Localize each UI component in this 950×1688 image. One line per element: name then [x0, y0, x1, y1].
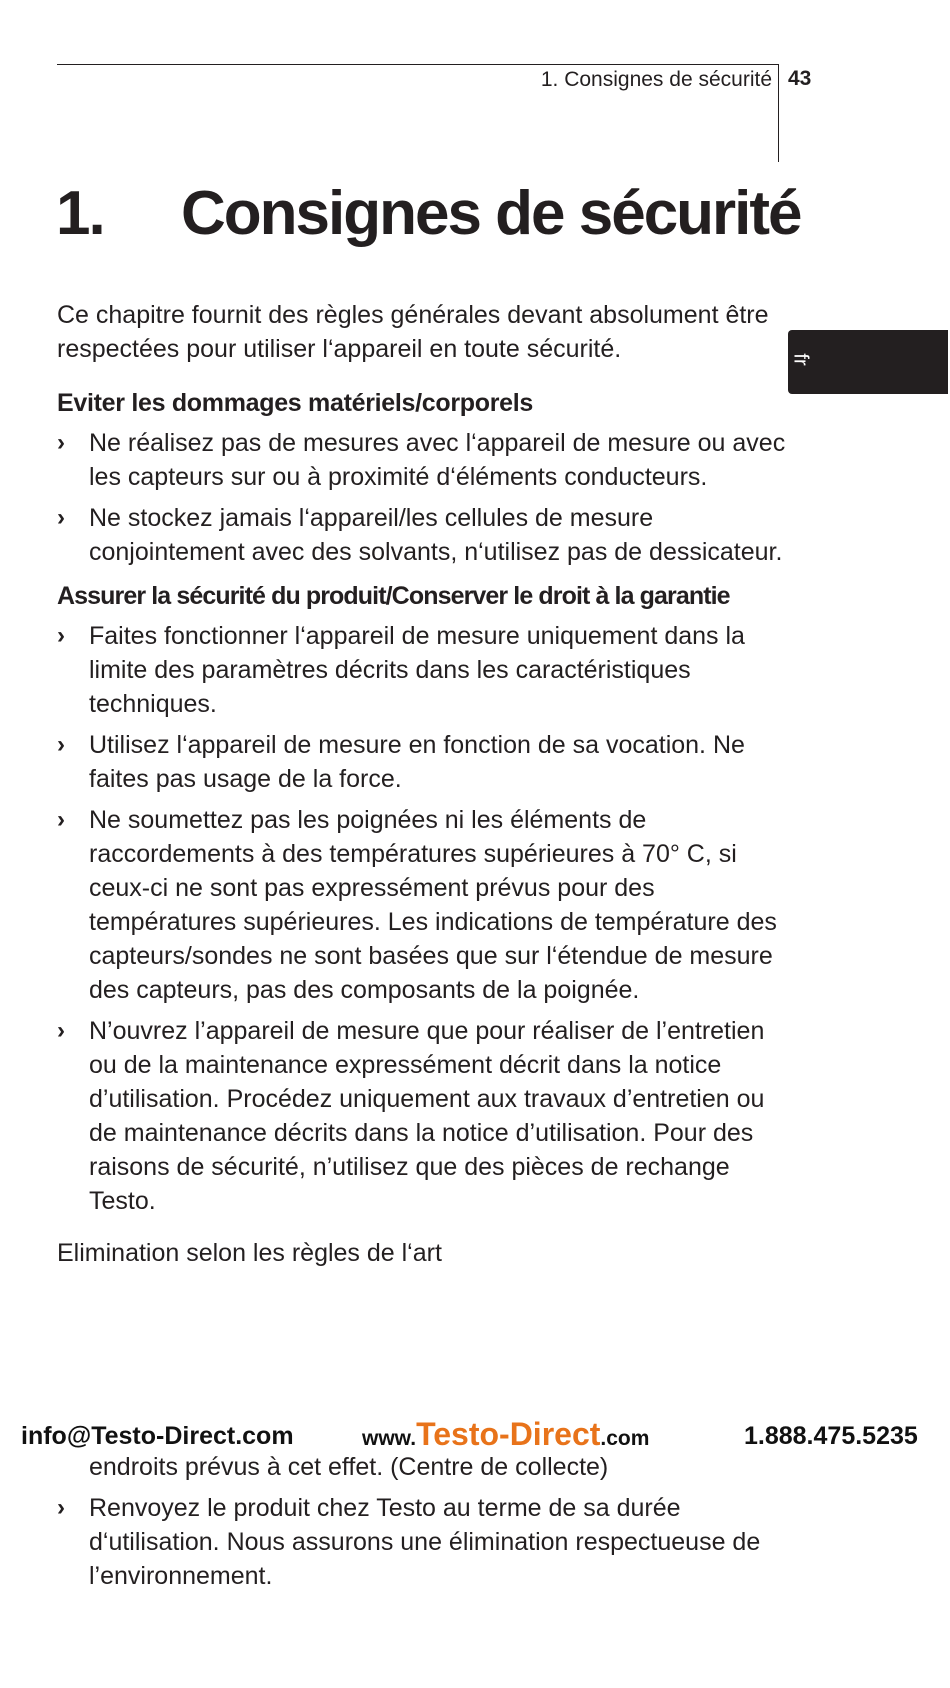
intro-paragraph: Ce chapitre fournit des règles générales devant absolument être respectées pour utiliser l‘appareil en toute sécurité.	[57, 301, 769, 363]
chevron-right-icon: ›	[57, 429, 65, 456]
chapter-number: 1.	[56, 179, 104, 248]
list-item: › Ne soumettez pas les poignées ni les éléments de raccordements à des températures supérieures à 70° C, si ceux-ci ne sont pas expressément prévus pour des températures supérieures. Les indications de température des capteurs/sondes ne sont basées que sur l‘étendue de mesure des capteurs, pas des composants de la poignée.	[57, 803, 787, 1007]
list-item: › Ne réalisez pas de mesures avec l‘appareil de mesure ou avec les capteurs sur ou à proximité d‘éléments conducteurs.	[57, 426, 787, 494]
list-item: › Renvoyez le produit chez Testo au terme de sa durée d‘utilisation. Nous assurons une élimination respectueuse de l’environnement.	[57, 1491, 787, 1593]
chevron-right-icon: ›	[57, 731, 65, 758]
list-item: › Utilisez l‘appareil de mesure en fonction de sa vocation. Ne faites pas usage de la force.	[57, 728, 787, 796]
chapter-title	[56, 178, 801, 249]
footer-phone[interactable]: 1.888.475.5235	[744, 1422, 918, 1450]
bullet-list-damage	[57, 426, 787, 569]
chevron-right-icon: ›	[57, 1017, 65, 1044]
language-tab-label: fr	[789, 353, 812, 366]
disposal-heading: Elimination selon les règles de l‘art	[57, 1239, 442, 1267]
list-item: › Ne stockez jamais l‘appareil/les cellules de mesure conjointement avec des solvants, n‘utilisez pas de dessicateur.	[57, 501, 787, 569]
chevron-right-icon: ›	[57, 504, 65, 531]
header-rule	[57, 64, 779, 65]
running-head: 1. Consignes de sécurité	[540, 68, 772, 91]
footer-website-brand: Testo-Direct	[416, 1416, 601, 1452]
bullet-list-warranty	[57, 619, 787, 1218]
language-tab	[788, 330, 948, 394]
disposal-continued	[57, 1450, 787, 1603]
header-divider	[778, 64, 779, 162]
footer-website[interactable]: www.Testo-Direct.com	[362, 1416, 650, 1452]
main-content	[57, 298, 787, 1270]
section-heading-damage: Eviter les dommages matériels/corporels	[57, 389, 534, 417]
chevron-right-icon: ›	[57, 806, 65, 833]
chevron-right-icon: ›	[57, 622, 65, 649]
chevron-right-icon: ›	[57, 1494, 65, 1521]
list-item: › N’ouvrez l’appareil de mesure que pour réaliser de l’entretien ou de la maintenance expressément décrit dans la notice d’utilisation. Procédez uniquement aux travaux d’entretien ou de maintenance décrits dans la notice d’utilisation. Pour des raisons de sécurité, n’utilisez que des pièces de rechange Testo.	[57, 1014, 787, 1218]
section-heading-warranty: Assurer la sécurité du produit/Conserver le droit à la garantie	[57, 582, 730, 610]
disposal-continued-text: endroits prévus à cet effet. (Centre de collecte)	[89, 1453, 609, 1481]
chapter-title-text: Consignes de sécurité	[181, 179, 801, 248]
list-item: › Faites fonctionner l‘appareil de mesure uniquement dans la limite des paramètres décrits dans les caractéristiques techniques.	[57, 619, 787, 721]
page-number: 43	[788, 67, 812, 90]
bullet-list-disposal	[57, 1491, 787, 1593]
footer-email[interactable]: info@Testo-Direct.com	[21, 1422, 294, 1450]
